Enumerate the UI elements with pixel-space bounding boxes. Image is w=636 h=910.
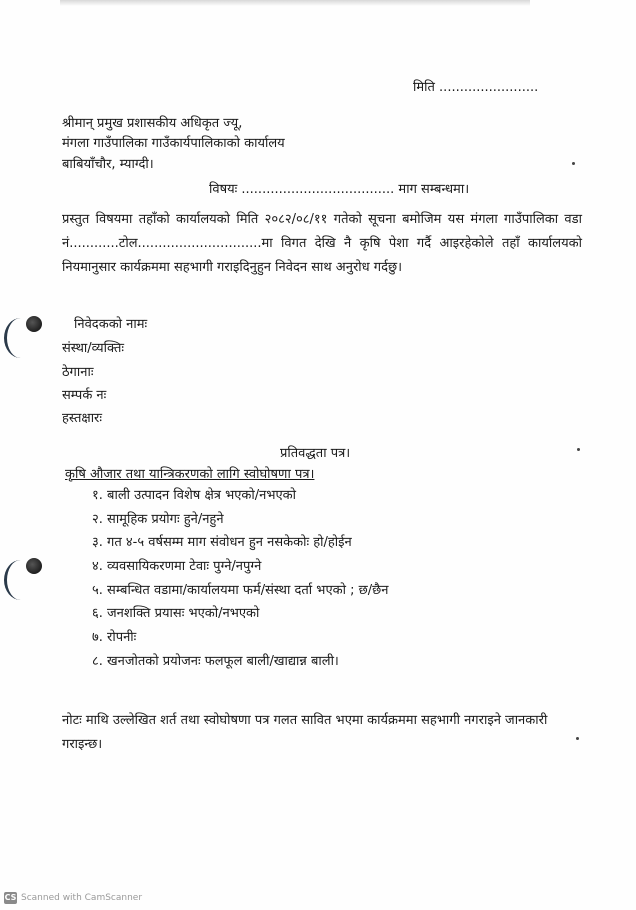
declaration-heading: कृषि औजार तथा यान्त्रिकरणको लागि स्वोघोषणा पत्र। <box>65 467 315 482</box>
address-field: ठेगानाः <box>62 365 94 380</box>
punch-hole-bottom <box>26 558 42 574</box>
addressee-line-3: बाबियाँचौर, म्याग्दी। <box>62 157 154 172</box>
commitment-title: प्रतिवद्धता पत्र। <box>280 446 351 461</box>
scan-speck <box>577 448 580 451</box>
declaration-item: १. बाली उत्पादन विशेष क्षेत्र भएको/नभएको <box>92 488 297 503</box>
organization-field: संस्था/व्यक्तिः <box>62 341 124 356</box>
note-paragraph: नोटः माथि उल्लेखित शर्त तथा स्वोघोषणा पत्र गलत सावित भएमा कार्यक्रममा सहभागी नगराइने जानकारी गराइन्छ। <box>62 713 548 752</box>
applicant-name-field: निवेदकको नामः <box>74 317 148 332</box>
declaration-item: ६. जनशक्ति प्रयासः भएको/नभएको <box>92 606 260 622</box>
declaration-list <box>92 487 388 677</box>
declaration-item: ८. खनजोतको प्रयोजनः फलफूल बाली/खाद्यान्न बाली। <box>92 653 339 669</box>
scan-speck <box>576 737 579 740</box>
body-paragraph: प्रस्तुत विषयमा तहाँको कार्यालयको मिति २०८२/०८/११ गतेको सूचना बमोजिम यस मंगला गाउँपालिका वडा नं............टोल..............................मा विगत देखि नै कृषि पेशा गर्दै आइरहेकोले तहाँ कार्यालयको नियमानुसार कार्यक्रममा सहभागी गराइदिनुहुन निवेदन साथ अनुरोध गर्दछु। <box>62 212 582 275</box>
declaration-item: ३. गत ४-५ वर्षसम्म माग संवोधन हुन नसकेकोः हो/होईन <box>92 535 352 551</box>
addressee-line-2: मंगला गाउँपालिका गाउँकार्यपालिकाको कार्यालय <box>62 136 285 151</box>
subject-line: विषयः ..................................... माग सम्बन्धमा। <box>209 182 470 197</box>
camscanner-logo: CS <box>4 893 17 902</box>
scan-speck <box>572 162 575 165</box>
addressee-line-1: श्रीमान् प्रमुख प्रशासकीय अधिकृत ज्यू, <box>62 116 243 131</box>
contact-field: सम्पर्क नः <box>62 388 107 403</box>
declaration-item: ५. सम्बन्धित वडामा/कार्यालयमा फर्म/संस्था दर्ता भएको ; छ/छैन <box>92 582 389 598</box>
signature-field: हस्तक्षारः <box>62 411 103 426</box>
date-line: मिति ........................ <box>413 80 539 95</box>
scan-edge-shadow <box>60 0 530 6</box>
declaration-item: ४. व्यवसायिकरणमा टेवाः पुग्ने/नपुग्ने <box>92 559 262 575</box>
camscanner-watermark: Scanned with CamScanner <box>21 893 143 903</box>
declaration-item: २. सामूहिक प्रयोगः हुने/नहुने <box>92 511 224 527</box>
punch-hole-top <box>26 316 42 332</box>
declaration-item: ७. रोपनीः <box>92 630 137 646</box>
